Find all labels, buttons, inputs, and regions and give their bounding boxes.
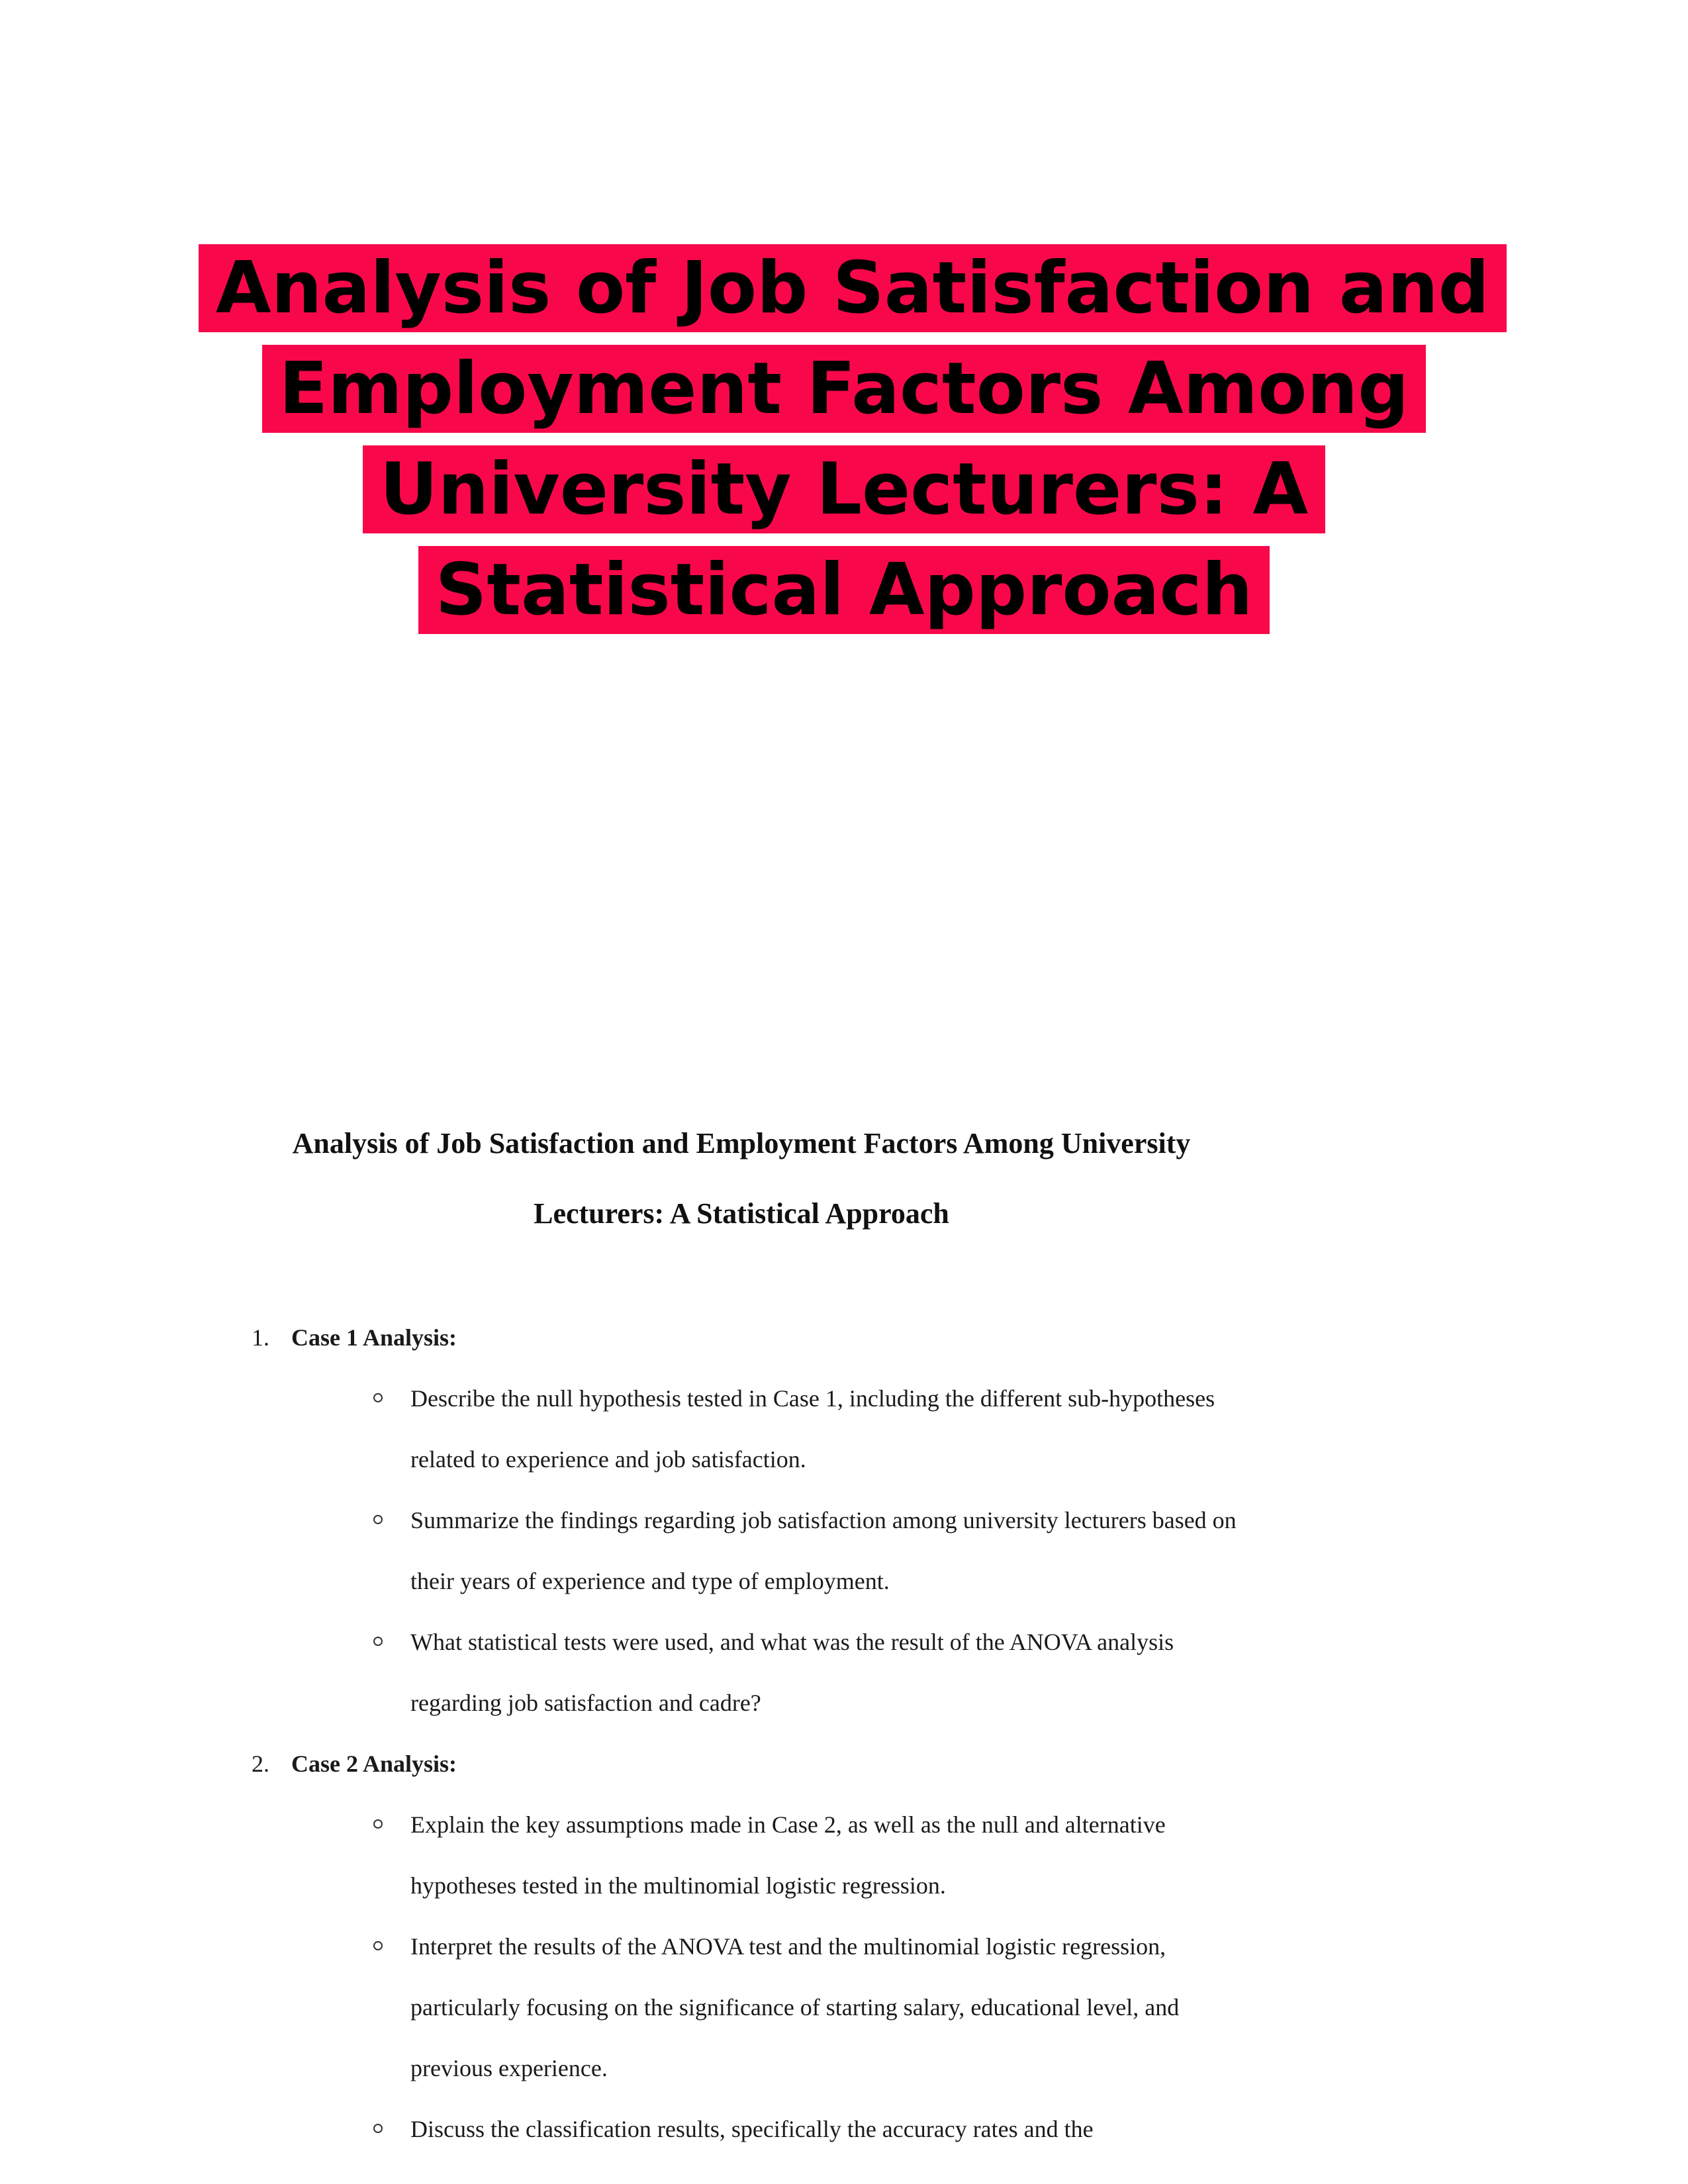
list-item: Explain the key assumptions made in Case 2, as well as the null and alternative hypotheses tested in the multinomial logistic regression. (410, 1794, 1258, 1916)
list-item: Describe the null hypothesis tested in Case 1, including the different sub-hypotheses related to experience and job satisfaction. (410, 1368, 1258, 1490)
case-heading: Case 1 Analysis: (291, 1324, 457, 1351)
circle-bullet-icon (373, 1941, 383, 1950)
case-1 (252, 1307, 1258, 1733)
document-title: Analysis of Job Satisfaction and Employment Factors Among University Lecturers: A Statistical Approach (292, 1127, 1191, 1230)
list-item: Summarize the findings regarding job satisfaction among university lecturers based on their years of experience and type of employment. (410, 1490, 1258, 1612)
list-item: Discuss the classification results, specifically the accuracy rates and the (410, 2099, 1258, 2160)
case-number: 1. (252, 1324, 269, 1351)
circle-bullet-icon (373, 1637, 383, 1646)
circle-bullet-icon (373, 1515, 383, 1524)
title-banner (199, 238, 1489, 641)
list-item: What statistical tests were used, and what was the result of the ANOVA analysis regarding job satisfaction and cadre? (410, 1612, 1258, 1733)
banner-title: Analysis of Job Satisfaction and Employment Factors Among University Lecturers: A Statistical Approach (199, 238, 1489, 641)
case-list (252, 1307, 1258, 2160)
list-item: Interpret the results of the ANOVA test and the multinomial logistic regression, particularly focusing on the significance of starting salary, educational level, and previous experience. (410, 1916, 1258, 2099)
case-1-questions (291, 1368, 1258, 1733)
circle-bullet-icon (373, 1819, 383, 1829)
circle-bullet-icon (373, 2124, 383, 2133)
case-2 (252, 1733, 1258, 2160)
case-2-questions (291, 1794, 1258, 2160)
case-number: 2. (252, 1751, 269, 1777)
circle-bullet-icon (373, 1393, 383, 1402)
case-heading: Case 2 Analysis: (291, 1751, 457, 1777)
